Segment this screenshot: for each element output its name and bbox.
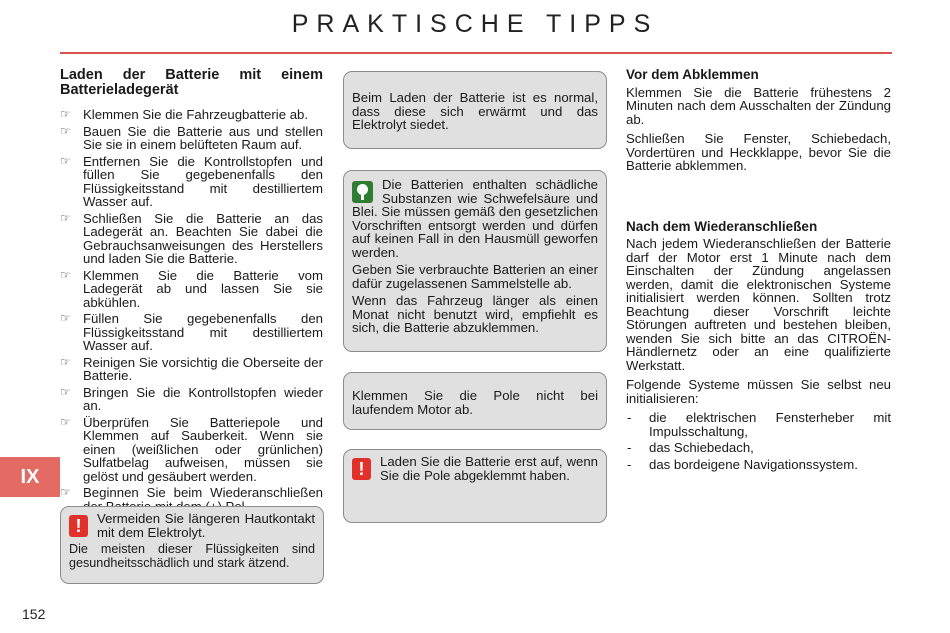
pointing-hand-icon: ☞ (60, 414, 71, 429)
page-number: 152 (22, 606, 46, 622)
pointing-hand-icon: ☞ (60, 485, 71, 499)
reinit-systems-list (626, 411, 891, 471)
list-item: ☞ Füllen Sie gegebenenfalls den Flüssigkeitsstand mit destilliertem Wasser auf. (60, 311, 323, 353)
section-heading-after-reconnect: Nach dem Wiederanschließen (626, 218, 818, 234)
before-disconnect-text-2: Schließen Sie Fenster, Schiebedach, Vordertüren und Heckklappe, bevor Sie die Batterie abklemmen. (626, 131, 891, 173)
charging-note-text: Beim Laden der Batterie ist es normal, dass diese sich erwärmt und das Elektrolyt siedet. (352, 90, 598, 132)
list-item: ☞ Klemmen Sie die Batterie vom Ladegerät ab und lassen Sie sie abkühlen. (60, 267, 323, 310)
chapter-tab[interactable]: IX (0, 457, 60, 497)
list-item: - das bordeigene Navigationssystem. (627, 456, 858, 472)
pointing-hand-icon: ☞ (60, 123, 71, 138)
before-disconnect-text-1: Klemmen Sie die Batterie frühestens 2 Minuten nach dem Ausschalten der Zündung ab. (626, 84, 891, 127)
list-item: ☞ Schließen Sie die Batterie an das Ladegerät an. Beachten Sie dabei die Gebrauchsanweisungen des Herstellers und laden Sie die Batterie. (60, 210, 323, 266)
exclamation-warning-icon: ! (69, 515, 88, 537)
after-reconnect-text-2: Folgende Systeme müssen Sie selbst neu initialisieren: (626, 377, 891, 406)
environment-text-2: Geben Sie verbrauchte Batterien an einer dafür zugelassenen Sammelstelle ab. (352, 262, 598, 291)
exclamation-warning-icon: ! (352, 458, 371, 480)
section-heading-charging: Laden der Batterie mit einem Batterieladegerät (60, 67, 323, 98)
charging-steps-list (60, 108, 323, 513)
tree-environment-icon (352, 181, 373, 203)
pointing-hand-icon: ☞ (60, 210, 71, 225)
list-item: ☞ Reinigen Sie vorsichtig die Oberseite der Batterie. (60, 354, 323, 383)
pointing-hand-icon: ☞ (60, 267, 71, 282)
charge-warning-text: Laden Sie die Batterie erst auf, wenn Sie die Pole abgeklemmt haben. (380, 454, 598, 483)
skin-contact-warning-box (60, 506, 324, 584)
list-item: ☞ Bringen Sie die Kontrollstopfen wieder an. (60, 384, 323, 413)
pointing-hand-icon: ☞ (60, 354, 71, 369)
list-item: ☞ Bauen Sie die Batterie aus und stellen Sie sie in einem belüfteten Raum auf. (60, 123, 323, 152)
column-right (626, 68, 891, 474)
header-divider (60, 52, 892, 54)
pointing-hand-icon: ☞ (60, 384, 71, 399)
warning-text: Vermeiden Sie längeren Hautkontakt mit dem Elektrolyt. (97, 511, 315, 540)
environment-text-3: Wenn das Fahrzeug länger als einen Monat nicht benutzt wird, empfiehlt es sich, die Batterie abzuklemmen. (352, 293, 598, 335)
engine-running-note-box (343, 372, 607, 430)
charging-note-box (343, 71, 607, 149)
list-item: - das Schiebedach, (627, 440, 754, 455)
page-title: PRAKTISCHE TIPPS (291, 10, 659, 38)
environment-note-box (343, 170, 607, 352)
environment-text-1: Die Batterien enthalten schädliche Substanzen wie Schwefelsäure und Blei. Sie müssen gemäß den gesetzlichen Vorschriften entsorgt werden und dürfen auf keinen Fall in den Hausmüll geworfen werden. (352, 177, 598, 260)
pointing-hand-icon: ☞ (60, 107, 71, 121)
list-item: ☞ Entfernen Sie die Kontrollstopfen und füllen Sie gegebenenfalls den Flüssigkeitsstand mit destilliertem Wasser auf. (60, 153, 323, 209)
list-item: ☞ Überprüfen Sie Batteriepole und Klemmen auf Sauberkeit. Wenn sie einen (weißlichen oder grünlichen) Sulfatbelag aufweisen, müssen sie gelöst und gesäubert werden. (60, 414, 323, 484)
pointing-hand-icon: ☞ (60, 311, 71, 325)
charge-warning-box (343, 449, 607, 523)
list-item: ☞ Klemmen Sie die Fahrzeugbatterie ab. (60, 107, 309, 122)
warning-detail-text: Die meisten dieser Flüssigkeiten sind gesundheitsschädlich und stark ätzend. (69, 542, 315, 570)
section-heading-before-disconnect: Vor dem Abklemmen (626, 67, 759, 82)
after-reconnect-text-1: Nach jedem Wiederanschließen der Batterie darf der Motor erst 1 Minute nach dem Einschalten der Zündung angelassen werden, damit die elektronischen Systeme initialisiert werden können. Sollten trotz Beachtung dieser Vorschrift leichte Störungen auftreten und bestehen bleiben, wenden Sie sich bitte an das CITROËN-Händlernetz oder an eine qualifizierte Werkstatt. (626, 236, 891, 373)
column-left (60, 68, 323, 516)
pointing-hand-icon: ☞ (60, 153, 71, 168)
list-item: - die elektrischen Fensterheber mit Impulsschaltung, (627, 410, 891, 439)
engine-running-note-text: Klemmen Sie die Pole nicht bei laufendem Motor ab. (352, 388, 598, 417)
list-item: ☞ Beginnen Sie beim Wiederanschließen (60, 485, 323, 500)
